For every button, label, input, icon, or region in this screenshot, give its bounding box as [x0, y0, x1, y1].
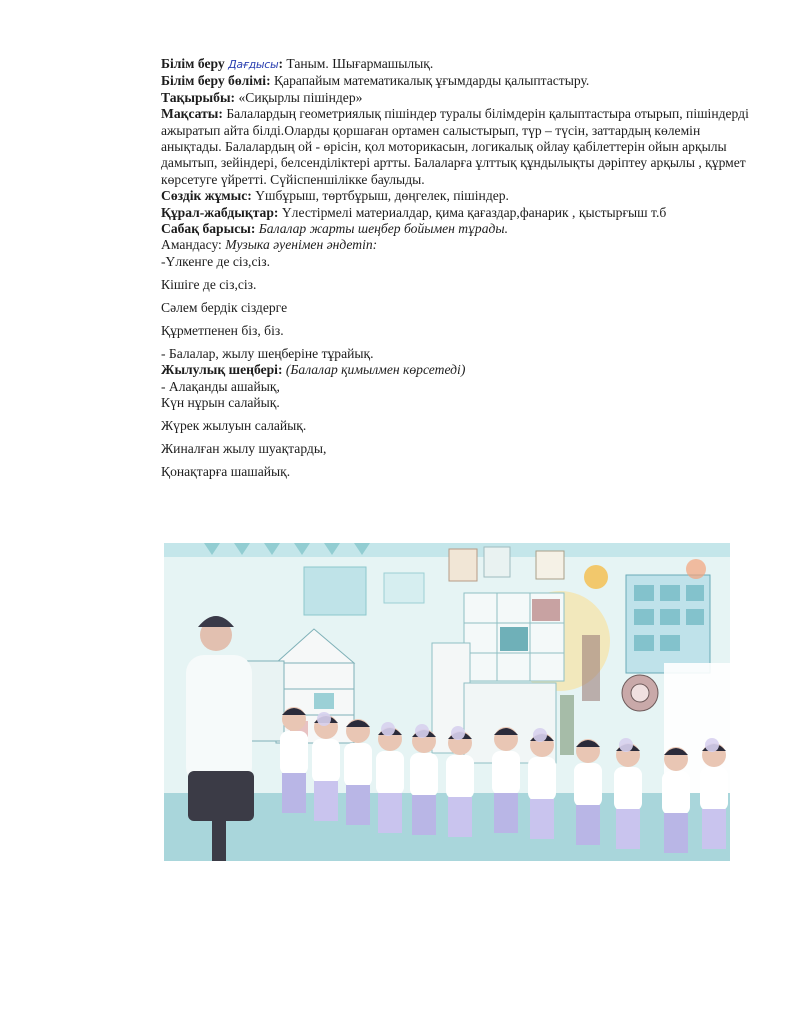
label-greeting: Амандасу: [161, 237, 226, 253]
warmth-line: - Алақанды ашайық, [161, 378, 280, 394]
line-vocabulary [161, 188, 761, 204]
warmth-line: Күн нұрын салайық. [161, 395, 280, 411]
value-warmth-circle: (Балалар қимылмен көрсетеді) [282, 362, 466, 378]
value-lesson-flow: Балалар жарты шеңбер бойымен тұрады. [255, 221, 508, 237]
classroom-illustration [164, 543, 730, 861]
line-equipment [161, 205, 761, 221]
label-goal: Мақсаты: [161, 106, 223, 122]
line-topic [161, 90, 761, 106]
label-education-area: Білім беру [161, 56, 225, 71]
line-education-area [161, 56, 761, 73]
line-goal [161, 106, 761, 188]
value-topic: «Сиқырлы пішіндер» [235, 89, 363, 105]
value-vocabulary: Үшбұрыш, төртбұрыш, дөңгелек, пішіндер. [251, 188, 509, 204]
warmth-line: Жиналған жылу шуақтарды, [161, 441, 327, 457]
label-education-section: Білім беру бөлімі: [161, 73, 271, 89]
warmth-line: Қонақтарға шашайық. [161, 464, 291, 480]
label-equipment: Құрал-жабдықтар: [161, 204, 279, 220]
line-greeting [161, 237, 761, 253]
greeting-line: Кішіге де сіз,сіз. [161, 276, 257, 292]
label-colon: : [278, 56, 283, 71]
value-education-area: Таным. Шығармашылық. [282, 56, 434, 71]
value-goal: Балалардың геометриялық пішіндер туралы білімдерін қалыптастыра отырып, пішіндерді ажыратып айта білді.Оларды қоршаған ортамен салыстырып, түр – түсін, заттардың көлемін анықтады. Балалардың ой - өрісін, қол моторикасын, логикалық ойлау қабілеттерін ойын арқылы дамытып, зейіндері, белсенділіктері артты. Балаларға ұлттық құндылықты дәріптеу арқылы , құрмет көрсетуге үйретті. Сүйіспеншілікке баулыды. [161, 106, 749, 187]
value-greeting: Музыка әуенімен әндетіп: [225, 237, 378, 253]
greeting-line: - Балалар, жылу шеңберіне тұрайық. [161, 345, 374, 361]
greeting-line: Құрметпенен біз, біз. [161, 322, 284, 338]
value-education-section: Қарапайым математикалық ұғымдарды қалыптастыру. [270, 73, 590, 89]
classroom-photo [164, 543, 730, 861]
warmth-line: Жүрек жылуын салайық. [161, 418, 307, 434]
label-vocabulary: Сөздік жұмыс: [161, 188, 252, 204]
lesson-text [161, 56, 761, 481]
label-topic: Тақырыбы: [161, 89, 236, 105]
line-warmth-circle [161, 362, 761, 378]
greeting-line: -Үлкенге де сіз,сіз. [161, 253, 271, 269]
value-equipment: Үлестірмелі материалдар, қима қағаздар,фанарик , қыстырғыш т.б [278, 204, 667, 220]
handwritten-note: Дағдысы [228, 58, 279, 71]
line-lesson-flow [161, 221, 761, 237]
line-education-section [161, 73, 761, 89]
label-warmth-circle: Жылулық шеңбері: [161, 362, 283, 378]
label-lesson-flow: Сабақ барысы: [161, 221, 256, 237]
greeting-line: Сәлем бердік сіздерге [161, 299, 288, 315]
